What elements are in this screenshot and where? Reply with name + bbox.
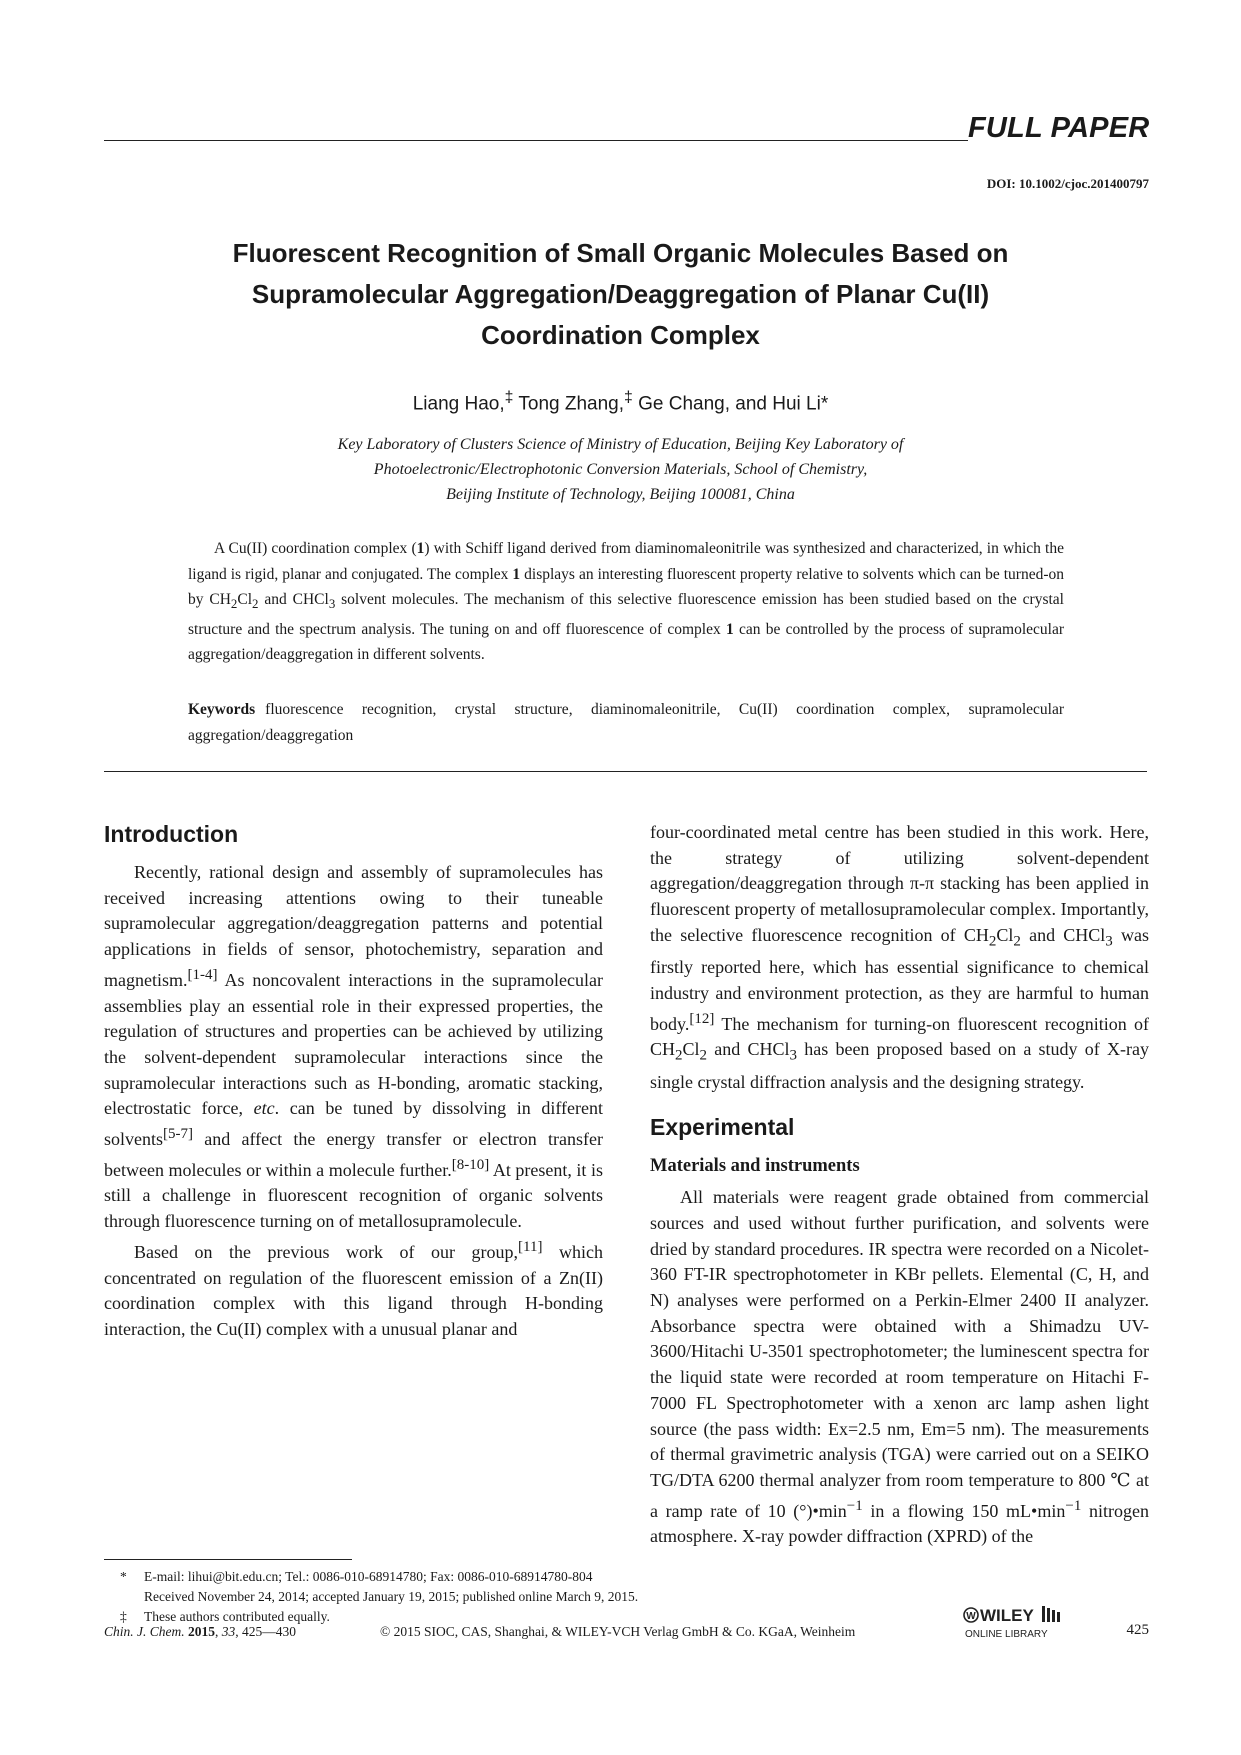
footnotes (120, 1567, 638, 1627)
abstract-divider (104, 771, 1147, 772)
wiley-wordmark: WILEY (980, 1606, 1034, 1625)
equal-contribution-footnote: These authors contributed equally. (144, 1609, 330, 1624)
affiliation-line-3: Beijing Institute of Technology, Beijing 100081, China (446, 486, 795, 503)
author-rest: Ge Chang, and Hui Li* (632, 393, 829, 415)
footnote-mark-dagger: ‡ (120, 1609, 127, 1624)
footnote-mark-asterisk: * (120, 1569, 127, 1584)
title-line-2: Supramolecular Aggregation/Deaggregation of Planar Cu(II) (251, 279, 990, 309)
affiliation (130, 432, 1111, 507)
citation[interactable]: [8-10] (451, 1156, 490, 1173)
dagger-mark: ‡ (504, 389, 514, 406)
affiliation-line-2: Photoelectronic/Electrophotonic Conversion Materials, School of Chemistry, (373, 461, 868, 478)
introduction-paragraph-2-continued: four-coordinated metal centre has been studied in this work. Here, the strategy of utilizing solvent-dependent aggregation/deaggregation through π-π stacking has been applied in fluorescent property of metallosupramolecular complex. Importantly, the selective fluorescence recognition of $CH_2Cl_2$ and CHCl$_3$ was firstly reported here, which has essential significance to chemical industry and environment protection, as they are harmful to human body.[12] The mechanism for turning-on fluorescent recognition of $CH_2Cl_2$ and CHCl$_3$ has been proposed based on a study of X-ray single crystal diffraction analysis and the designing strategy. (650, 822, 1149, 1092)
introduction-paragraph-2: Based on the previous work of our group,[11] which concentrated on regulation of the fluorescent emission of a Zn(II) coordination complex with this ligand through H-bonding interaction, the Cu(II) complex with a unusual planar and (104, 1238, 603, 1339)
left-column (104, 820, 603, 1343)
right-column (650, 820, 1149, 1550)
contact-footnote: E-mail: lihui@bit.edu.cn; Tel.: 0086-010-68914780; Fax: 0086-010-68914780-804 (144, 1569, 593, 1584)
affiliation-line-1: Key Laboratory of Clusters Science of Ministry of Education, Beijing Key Laboratory of (337, 436, 904, 453)
keywords-text: fluorescence recognition, crystal structure, diaminomaleonitrile, Cu(II) coordination complex, supramolecular aggregation/deaggregation (188, 701, 1064, 744)
dates-footnote: Received November 24, 2014; accepted January 19, 2015; published online March 9, 2015. (144, 1589, 639, 1604)
online-library-text: ONLINE LIBRARY (965, 1629, 1048, 1640)
doi[interactable]: DOI: 10.1002/cjoc.201400797 (986, 176, 1149, 191)
title-line-1: Fluorescent Recognition of Small Organic Molecules Based on (232, 238, 1009, 268)
authors (130, 389, 1111, 415)
introduction-paragraph-1: Recently, rational design and assembly of supramolecules has received increasing attentions owing to their tuneable supramolecular aggregation/deaggregation patterns and potential applications in fields of sensor, photochemistry, separation and magnetism.[1-4] As noncovalent interactions in the supramolecular assemblies play an essential role in their expressed properties, the regulation of structures and properties can be achieved by utilizing the solvent-dependent supramolecular interactions since the supramolecular interactions such as H-bonding, aromatic stacking, electrostatic force, etc. can be tuned by dissolving in different solvents[5-7] and affect the energy transfer or electron transfer between molecules or within a molecule further.[8-10] At present, it is still a challenge in fluorescent recognition of organic solvents through fluorescence turning on of metallosupramolecule. (104, 862, 603, 1232)
citation[interactable]: [5-7] (163, 1126, 194, 1143)
article-title (130, 233, 1111, 356)
page-number: 425 (1126, 1622, 1149, 1638)
materials-instruments-heading: Materials and instruments (650, 1156, 860, 1177)
introduction-heading: Introduction (104, 821, 239, 847)
abstract: A Cu(II) coordination complex (1) with Schiff ligand derived from diaminomaleonitrile was synthesized and characterized, in which the ligand is rigid, planar and conjugated. The complex 1 displays an interesting fluorescent property relative to solvents which can be turned-on by $CH_2Cl_2$ and CHCl$_3$ solvent molecules. The mechanism of this selective fluorescence emission has been studied based on the crystal structure and the spectrum analysis. The tuning on and off fluorescence of complex 1 can be controlled by the process of supramolecular aggregation/deaggregation in different solvents. (188, 540, 1064, 664)
citation[interactable]: [12] (689, 1010, 715, 1027)
author-tong-zhang: Tong Zhang, (513, 393, 625, 415)
citation[interactable]: [11] (518, 1238, 543, 1255)
svg-text:W: W (966, 1611, 976, 1622)
journal-reference: Chin. J. Chem. 2015, 33, 425—430 (104, 1624, 296, 1639)
citation[interactable]: [1-4] (187, 966, 218, 983)
experimental-paragraph-1: All materials were reagent grade obtained from commercial sources and used without further purification, and solvents were dried by standard procedures. IR spectra were recorded on a Nicolet-360 FT-IR spectrophotometer in KBr pellets. Elemental (C, H, and N) analyses were performed on a Perkin-Elmer 2400 II analyzer. Absorbance spectra were obtained with a Shimadzu UV-3600/Hitachi U-3501 spectrophotometer; the luminescent spectra for the liquid state were recorded at room temperature on Hitachi F-7000 FL Spectrophotometer with a xenon arc lamp ashen light source (the pass width: Ex=2.5 nm, Em=5 nm). The measurements of thermal gravimetric analysis (TGA) were carried out on a SEIKO TG/DTA 6200 thermal analyzer from room temperature to 800 ℃ at a ramp rate of 10 $(^\circ)•\min^{-1}$ in a flowing 150 $mL•\min^{-1}$ nitrogen atmosphere. X-ray powder diffraction (XPRD) of the (650, 1187, 1149, 1547)
keywords-label: Keywords (188, 701, 256, 718)
header-rule (104, 140, 968, 141)
author-liang-hao: Liang Hao, (412, 393, 505, 415)
wiley-online-library-logo[interactable] (963, 1604, 1073, 1644)
keywords (188, 697, 1064, 748)
dagger-mark: ‡ (624, 389, 633, 406)
footnote-rule (104, 1559, 352, 1560)
copyright: © 2015 SIOC, CAS, Shanghai, & WILEY-VCH Verlag GmbH & Co. KGaA, Weinheim (380, 1624, 856, 1639)
section-label: FULL PAPER (968, 112, 1150, 144)
title-line-3: Coordination Complex (481, 320, 760, 350)
experimental-heading: Experimental (650, 1114, 795, 1141)
